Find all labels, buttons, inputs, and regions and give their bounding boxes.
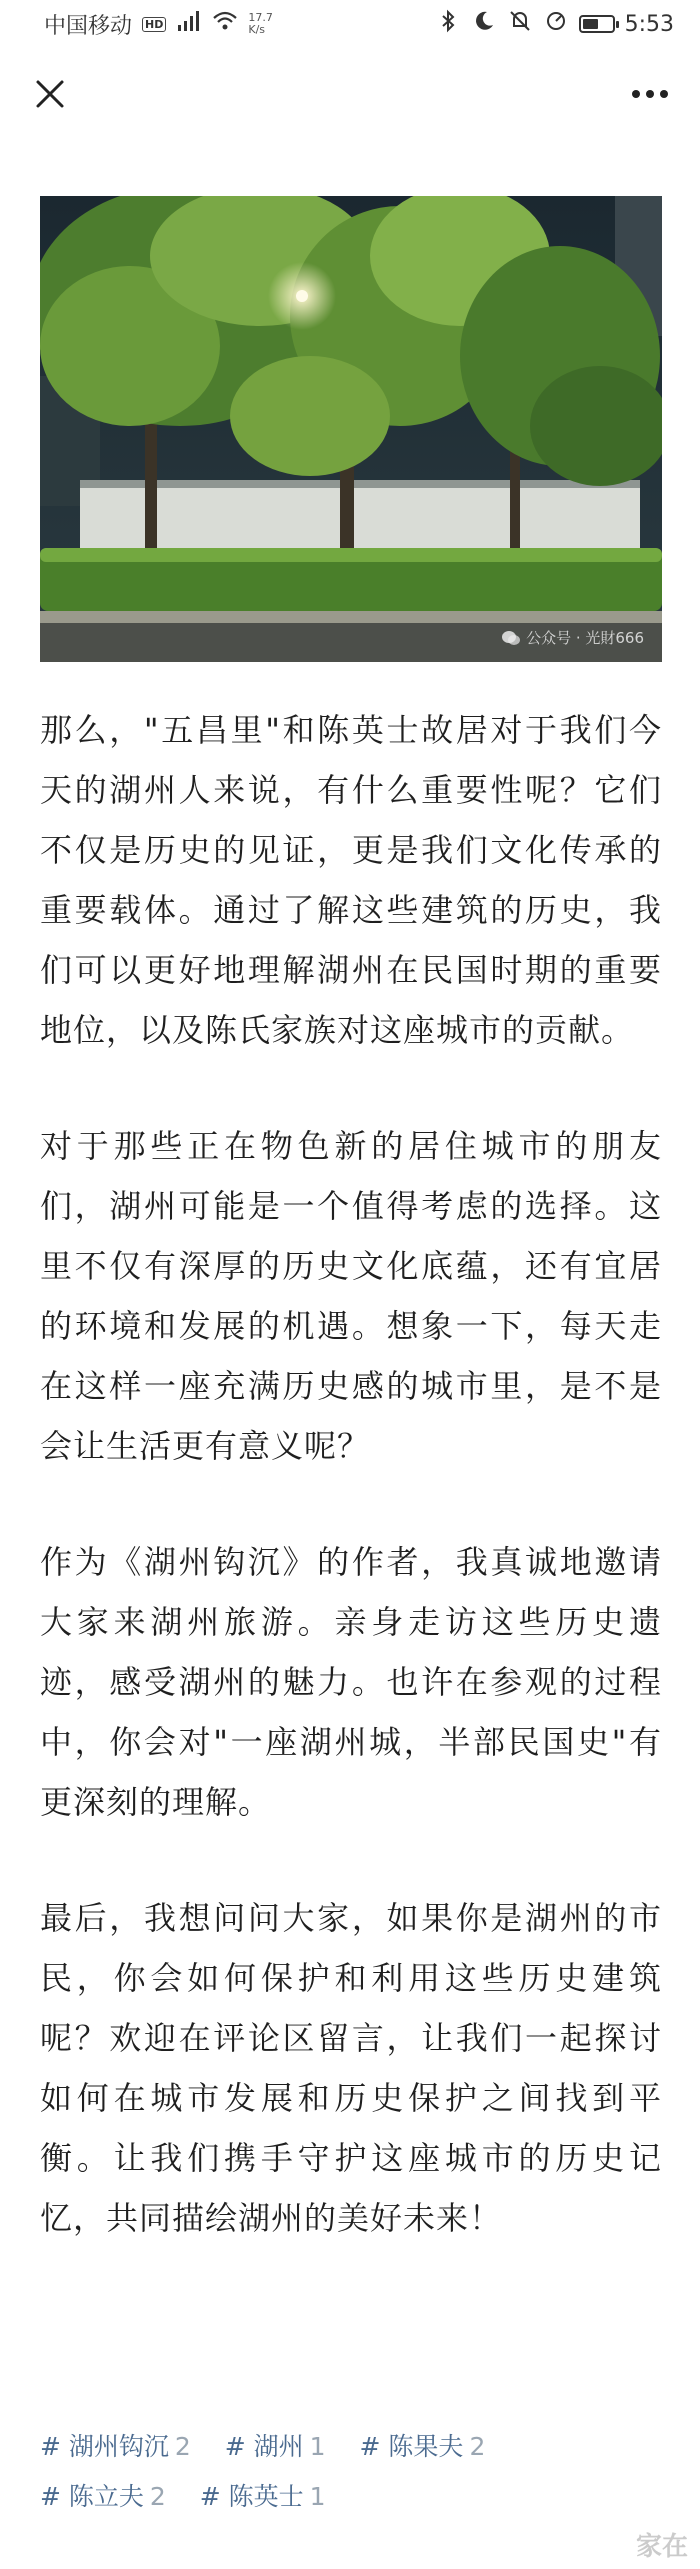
more-dots-icon	[630, 88, 670, 100]
carrier-name: 中国移动	[44, 13, 133, 39]
wifi-icon	[212, 8, 238, 40]
wechat-icon	[502, 630, 520, 646]
site-watermark-logo: 家在	[635, 2532, 688, 2562]
status-right	[435, 8, 674, 40]
hashtag-count: 2	[174, 2432, 191, 2461]
clock: 5:53	[624, 11, 674, 37]
close-icon	[35, 79, 65, 109]
speed-unit: K/s	[248, 23, 266, 36]
speed-value: 17.7	[248, 11, 273, 24]
hashtag-count: 2	[469, 2432, 486, 2461]
hashtag-list	[40, 2422, 662, 2522]
paragraph: 那么，"五昌里"和陈英士故居对于我们今天的湖州人来说，有什么重要性呢？它们不仅是历史的见证，更是我们文化传承的重要载体。通过了解这些建筑的历史，我们可以更好地理解湖州在民国时期的重要地位，以及陈氏家族对这座城市的贡献。	[40, 711, 662, 1049]
battery-fill	[583, 19, 598, 29]
status-left	[44, 8, 273, 40]
paragraph: 对于那些正在物色新的居住城市的朋友们，湖州可能是一个值得考虑的选择。这里不仅有深厚的历史文化底蕴，还有宜居的环境和发展的机遇。想象一下，每天走在这样一座充满历史感的城市里，是不是会让生活更有意义呢？	[40, 1127, 662, 1465]
more-button[interactable]	[622, 66, 678, 122]
hashtag-label: # 湖州	[224, 2432, 304, 2461]
hashtag-label: # 陈英士	[199, 2482, 304, 2511]
hashtag-label: # 陈果夫	[359, 2432, 464, 2461]
hashtag-count: 1	[309, 2432, 326, 2461]
battery-icon	[579, 15, 615, 33]
article-photo	[40, 196, 662, 662]
network-speed	[248, 12, 273, 36]
paragraph: 作为《湖州钩沉》的作者，我真诚地邀请大家来湖州旅游。亲身走访这些历史遗迹，感受湖州的魅力。也许在参观的过程中，你会对"一座湖州城，半部民国史"有更深刻的理解。	[40, 1543, 662, 1821]
hashtag-huzhou[interactable]	[225, 2432, 326, 2461]
watermark-text: 公众号 · 光財666	[526, 629, 644, 647]
nav-bar	[0, 48, 700, 140]
paragraph: 最后，我想问问大家，如果你是湖州的市民，你会如何保护和利用这些历史建筑呢？欢迎在评论区留言，让我们一起探讨如何在城市发展和历史保护之间找到平衡。让我们携手守护这座城市的历史记忆，共同描绘湖州的美好未来！	[40, 1899, 662, 2237]
signal-icon	[176, 8, 202, 40]
hd-badge: HD	[142, 17, 166, 32]
bluetooth-icon	[435, 8, 461, 40]
hashtag-chen-guofu[interactable]	[360, 2432, 486, 2461]
close-button[interactable]	[22, 66, 78, 122]
hashtag-count: 1	[309, 2482, 326, 2511]
moon-icon	[471, 8, 497, 40]
hashtag-chen-yingshi[interactable]	[200, 2482, 326, 2511]
location-icon	[543, 8, 569, 40]
mute-bell-icon	[507, 8, 533, 40]
article-body	[40, 700, 662, 2304]
hashtag-huzhou-gouchen[interactable]	[40, 2432, 191, 2461]
night-street-trees-image	[40, 196, 662, 662]
hashtag-count: 2	[149, 2482, 166, 2511]
status-bar	[0, 0, 700, 48]
hashtag-chen-lifu[interactable]	[40, 2482, 166, 2511]
hashtag-label: # 湖州钩沉	[40, 2432, 169, 2461]
photo-watermark	[502, 627, 644, 648]
hashtag-label: # 陈立夫	[40, 2482, 144, 2511]
